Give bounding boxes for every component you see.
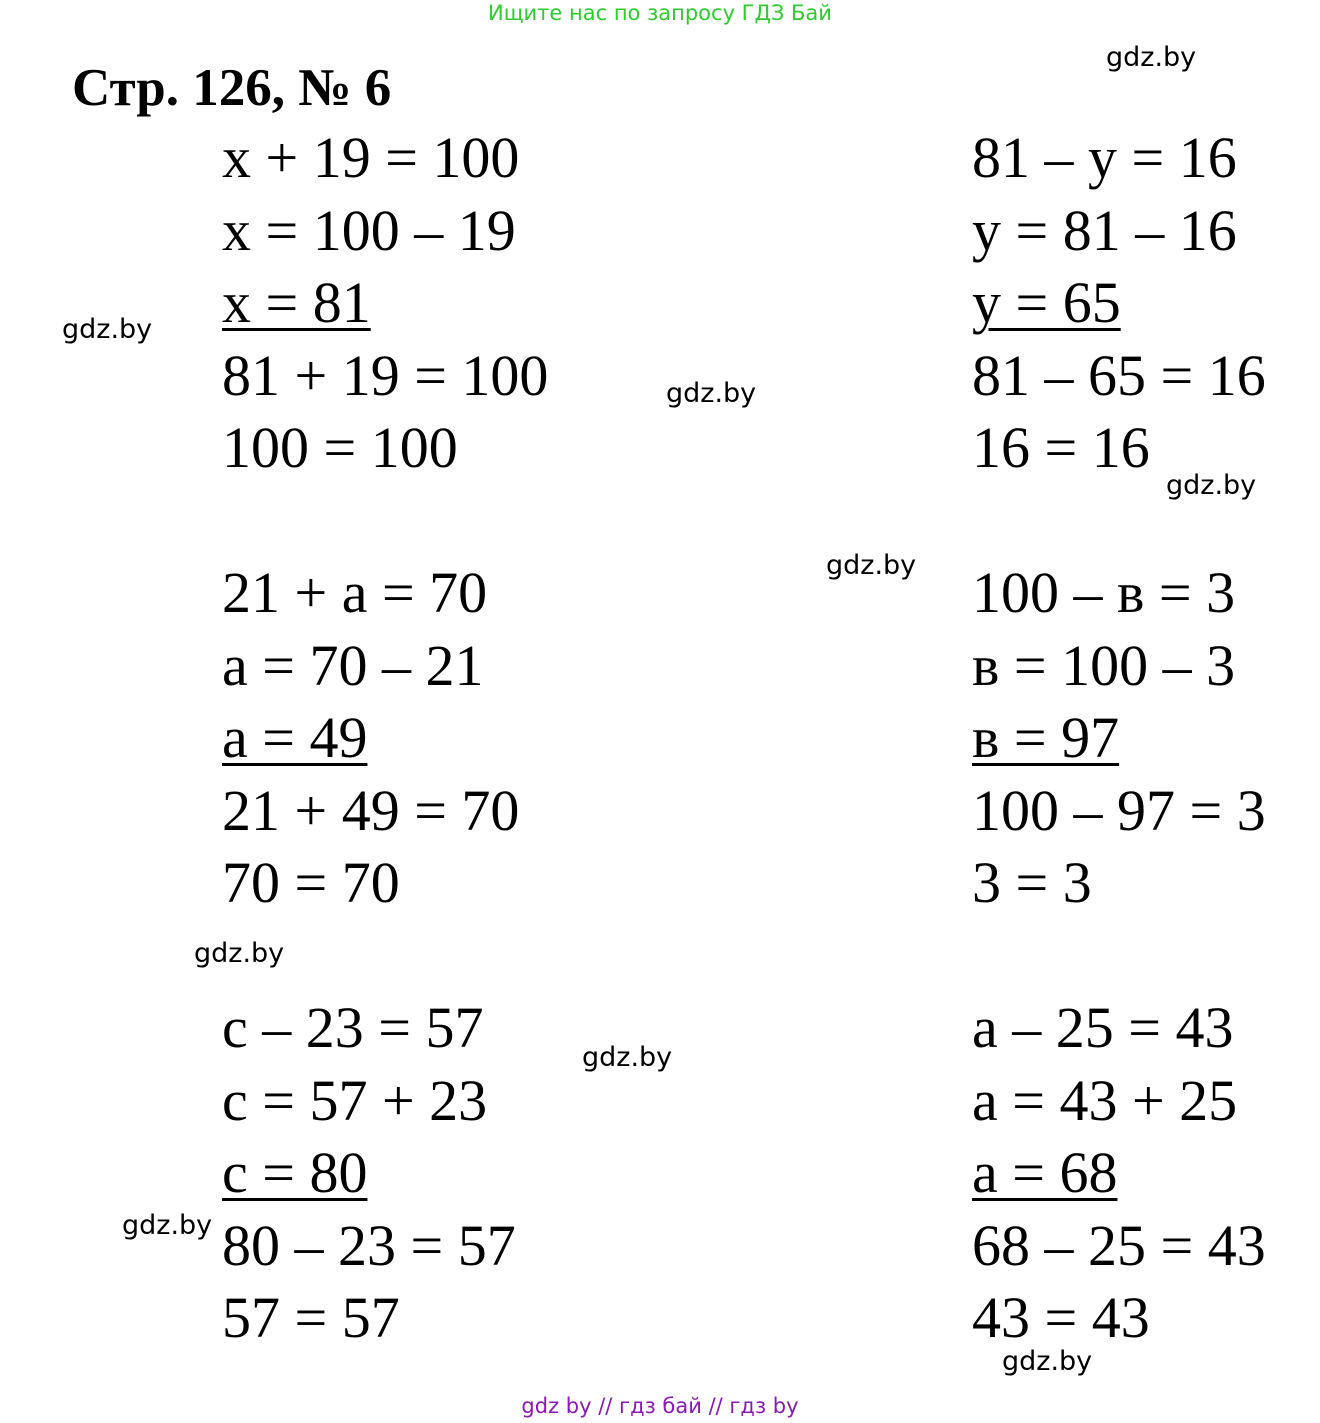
equation-check: 100 – 97 = 3 bbox=[972, 777, 1266, 843]
equation-check-result: 3 = 3 bbox=[972, 850, 1092, 915]
equation-check-result: 57 = 57 bbox=[222, 1285, 400, 1350]
watermark: gdz.by bbox=[582, 1042, 673, 1073]
equation-line: 21 + a = 70 bbox=[222, 560, 488, 625]
footer: gdz by // гдз бай // гдз by bbox=[521, 1394, 799, 1418]
equation-block-c bbox=[222, 992, 516, 1355]
equation-answer bbox=[222, 1137, 516, 1210]
watermark: gdz.by bbox=[194, 938, 285, 969]
equation-answer bbox=[972, 1137, 1266, 1210]
watermark: gdz.by bbox=[1166, 470, 1257, 501]
equation-block-a bbox=[222, 557, 519, 920]
equation-block-y bbox=[972, 122, 1266, 485]
watermark: gdz.by bbox=[62, 314, 153, 345]
equation-line: c – 23 = 57 bbox=[222, 995, 484, 1060]
equation-block-x bbox=[222, 122, 548, 485]
equation-line: a = 43 + 25 bbox=[972, 1067, 1238, 1133]
answer-text: c = 80 bbox=[222, 1140, 368, 1205]
equation-check: 81 – 65 = 16 bbox=[972, 342, 1266, 408]
equation-check: 68 – 25 = 43 bbox=[972, 1212, 1266, 1278]
answer-text: x = 81 bbox=[222, 270, 371, 335]
watermark: gdz.by bbox=[1002, 1346, 1093, 1377]
equation-check-result: 43 = 43 bbox=[972, 1285, 1150, 1350]
answer-text: a = 68 bbox=[972, 1140, 1118, 1205]
equation-check-result: 100 = 100 bbox=[222, 415, 458, 480]
watermark: gdz.by bbox=[122, 1210, 213, 1241]
watermark: gdz.by bbox=[1106, 42, 1197, 73]
equation-line: 100 – в = 3 bbox=[972, 560, 1236, 625]
top-banner: Ищите нас по запросу ГДЗ Бай bbox=[488, 1, 832, 25]
equation-answer bbox=[972, 267, 1266, 340]
equation-check: 21 + 49 = 70 bbox=[222, 777, 520, 843]
equation-block-a2 bbox=[972, 992, 1266, 1355]
answer-text: y = 65 bbox=[972, 270, 1121, 335]
answer-text: в = 97 bbox=[972, 705, 1120, 770]
equation-line: 81 – y = 16 bbox=[972, 125, 1237, 190]
equation-check: 81 + 19 = 100 bbox=[222, 342, 549, 408]
equation-line: y = 81 – 16 bbox=[972, 197, 1237, 263]
equation-check: 80 – 23 = 57 bbox=[222, 1212, 516, 1278]
answer-text: a = 49 bbox=[222, 705, 368, 770]
equation-answer bbox=[972, 702, 1266, 775]
watermark: gdz.by bbox=[826, 550, 917, 581]
equation-line: x + 19 = 100 bbox=[222, 125, 520, 190]
equation-line: в = 100 – 3 bbox=[972, 632, 1236, 698]
equation-answer bbox=[222, 702, 519, 775]
equation-line: a – 25 = 43 bbox=[972, 995, 1234, 1060]
equation-line: c = 57 + 23 bbox=[222, 1067, 488, 1133]
equation-check-result: 16 = 16 bbox=[972, 415, 1150, 480]
page-title: Стр. 126, № 6 bbox=[72, 59, 392, 117]
equation-check-result: 70 = 70 bbox=[222, 850, 400, 915]
equation-line: a = 70 – 21 bbox=[222, 632, 484, 698]
watermark: gdz.by bbox=[666, 378, 757, 409]
equation-answer bbox=[222, 267, 548, 340]
equation-line: x = 100 – 19 bbox=[222, 197, 516, 263]
equation-block-v bbox=[972, 557, 1266, 920]
